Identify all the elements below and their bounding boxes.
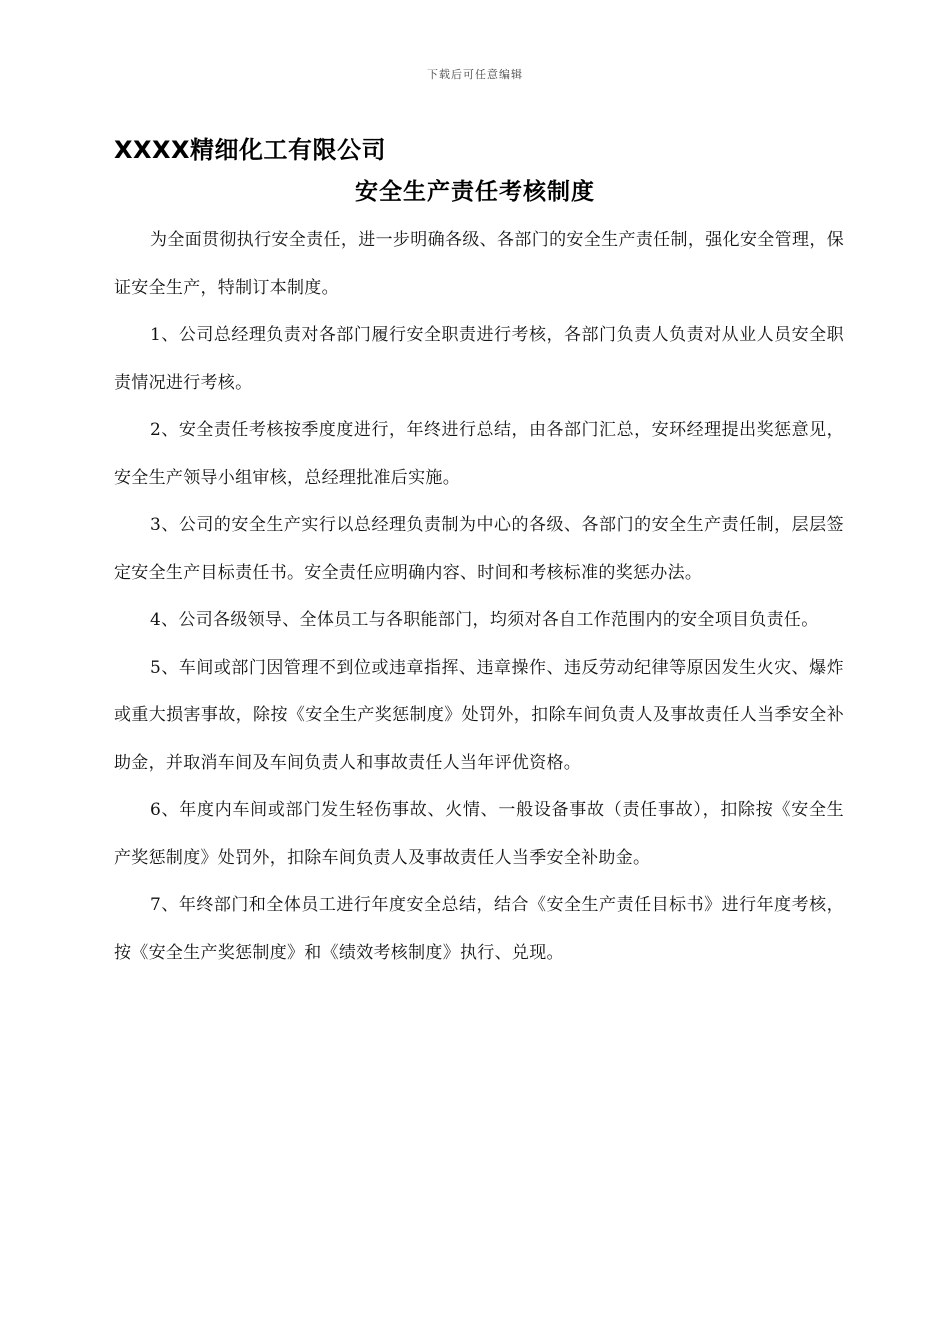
paragraph-item-2: 2、安全责任考核按季度度进行，年终进行总结，由各部门汇总，安环经理提出奖惩意见，安全生产领导小组审核，总经理批准后实施。 <box>114 420 844 488</box>
company-name: XXXX精细化工有限公司 <box>114 136 387 164</box>
document-title: 安全生产责任考核制度 <box>355 179 595 205</box>
paragraph-item-3: 3、公司的安全生产实行以总经理负责制为中心的各级、各部门的安全生产责任制，层层签定安全生产目标责任书。安全责任应明确内容、时间和考核标准的奖惩办法。 <box>114 515 844 583</box>
paragraph-item-6: 6、年度内车间或部门发生轻伤事故、火情、一般设备事故（责任事故），扣除按《安全生产奖惩制度》处罚外，扣除车间负责人及事故责任人当季安全补助金。 <box>114 800 844 868</box>
document-body <box>114 217 844 977</box>
paragraph-intro: 为全面贯彻执行安全责任，进一步明确各级、各部门的安全生产责任制，强化安全管理，保证安全生产，特制订本制度。 <box>114 230 844 298</box>
header-note: 下载后可任意编辑 <box>427 68 523 81</box>
paragraph-item-1: 1、公司总经理负责对各部门履行安全职责进行考核，各部门负责人负责对从业人员安全职责情况进行考核。 <box>114 325 844 393</box>
paragraph-item-5: 5、车间或部门因管理不到位或违章指挥、违章操作、违反劳动纪律等原因发生火灾、爆炸或重大损害事故，除按《安全生产奖惩制度》处罚外，扣除车间负责人及事故责任人当季安全补助金，并取消车间及车间负责人和事故责任人当年评优资格。 <box>114 657 844 773</box>
paragraph-item-7: 7、年终部门和全体员工进行年度安全总结，结合《安全生产责任目标书》进行年度考核，按《安全生产奖惩制度》和《绩效考核制度》执行、兑现。 <box>114 895 844 963</box>
paragraph-item-4: 4、公司各级领导、全体员工与各职能部门，均须对各自工作范围内的安全项目负责任。 <box>150 610 819 630</box>
